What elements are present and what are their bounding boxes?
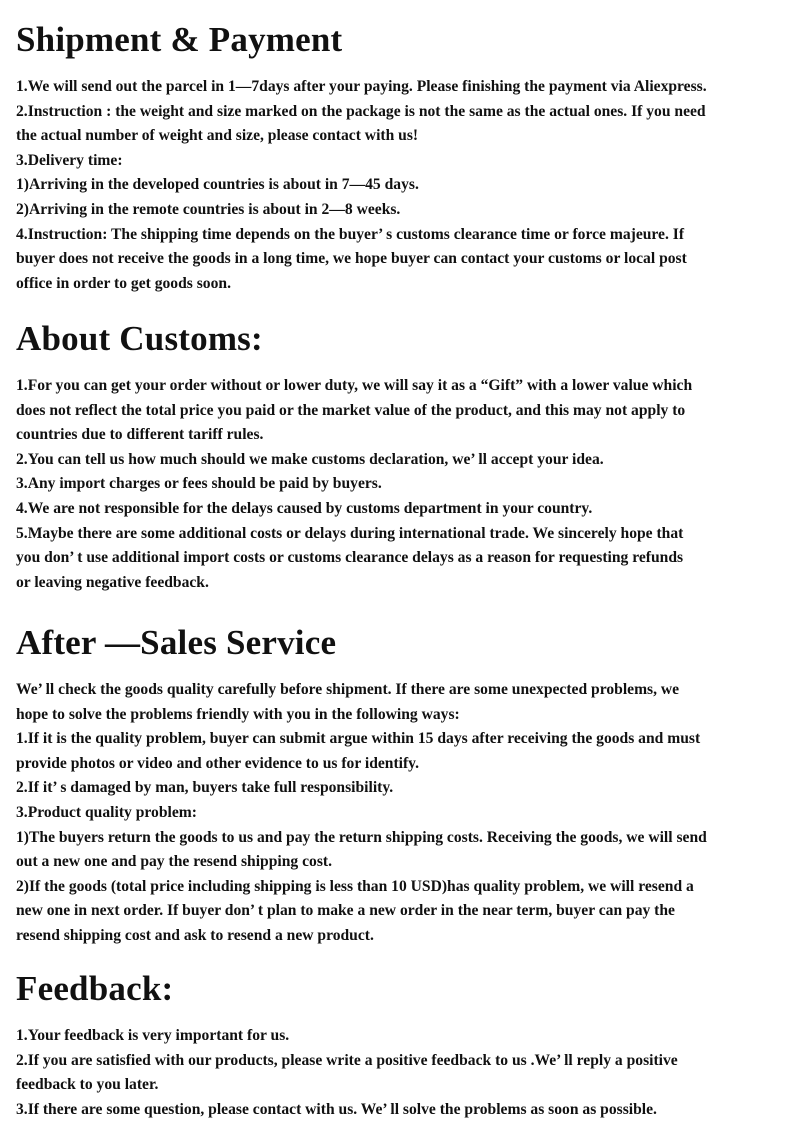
after-sales-line: 2.If it’ s damaged by man, buyers take full responsibility.	[16, 779, 394, 797]
feedback-line: 3.If there are some question, please contact with us. We’ ll solve the problems as soon as possible.	[16, 1100, 657, 1118]
shipment-line: 3.Delivery time:	[16, 151, 123, 169]
after-sales-line: 2)If the goods (total price including shipping is less than 10 USD)has quality problem, we will resend a	[16, 877, 694, 895]
about-customs-section	[16, 319, 692, 595]
feedback-line: feedback to you later.	[16, 1076, 159, 1094]
customs-line: you don’ t use additional import costs or customs clearance delays as a reason for requesting refunds	[16, 549, 684, 567]
customs-line: 3.Any import charges or fees should be paid by buyers.	[16, 475, 382, 493]
customs-line: 1.For you can get your order without or lower duty, we will say it as a “Gift” with a lower value which	[16, 377, 693, 394]
about-customs-heading: About Customs:	[16, 319, 263, 358]
customs-line: countries due to different tariff rules.	[16, 426, 264, 444]
after-sales-section	[16, 623, 707, 949]
shipment-payment-body	[16, 75, 707, 296]
after-sales-line: out a new one and pay the resend shipping cost.	[16, 853, 332, 871]
customs-line: 5.Maybe there are some additional costs or delays during international trade. We sincerely hope that	[16, 524, 684, 542]
feedback-section	[16, 969, 678, 1122]
shipment-payment-heading: Shipment & Payment	[16, 20, 343, 59]
about-customs-body	[16, 374, 692, 595]
after-sales-line: provide photos or video and other evidence to us for identify.	[16, 754, 420, 772]
feedback-line: 1.Your feedback is very important for us.	[16, 1027, 290, 1044]
feedback-heading: Feedback:	[16, 969, 174, 1008]
after-sales-line: hope to solve the problems friendly with you in the following ways:	[16, 705, 460, 723]
shipment-line: 4.Instruction: The shipping time depends on the buyer’ s customs clearance time or force majeure. If	[16, 225, 685, 243]
customs-line: 4.We are not responsible for the delays caused by customs department in your country.	[16, 499, 593, 517]
shipment-payment-section	[16, 20, 707, 296]
after-sales-heading: After —Sales Service	[16, 623, 337, 662]
after-sales-line: 1.If it is the quality problem, buyer can submit argue within 15 days after receiving the goods and must	[16, 730, 701, 748]
shipment-line: office in order to get goods soon.	[16, 274, 231, 292]
feedback-line: 2.If you are satisfied with our products, please write a positive feedback to us .We’ ll reply a positive	[16, 1051, 678, 1069]
after-sales-line: 1)The buyers return the goods to us and pay the return shipping costs. Receiving the goods, we will send	[16, 828, 707, 846]
shipment-line: 2.Instruction : the weight and size marked on the package is not the same as the actual ones. If you need	[16, 102, 706, 120]
customs-line: does not reflect the total price you paid or the market value of the product, and this may not apply to	[16, 401, 686, 419]
feedback-body	[16, 1024, 678, 1122]
shipment-line: 1)Arriving in the developed countries is about in 7—45 days.	[16, 176, 419, 194]
after-sales-line: We’ ll check the goods quality carefully before shipment. If there are some unexpected problems, we	[16, 681, 680, 698]
after-sales-line: new one in next order. If buyer don’ t plan to make a new order in the near term, buyer can pay the	[16, 902, 675, 920]
customs-line: 2.You can tell us how much should we make customs declaration, we’ ll accept your idea.	[16, 450, 604, 468]
shipment-line: 2)Arriving in the remote countries is about in 2—8 weeks.	[16, 200, 401, 218]
after-sales-body	[16, 678, 707, 949]
after-sales-line: resend shipping cost and ask to resend a new product.	[16, 926, 374, 944]
shipment-line: buyer does not receive the goods in a long time, we hope buyer can contact your customs or local post	[16, 250, 687, 268]
customs-line: or leaving negative feedback.	[16, 573, 209, 591]
shipment-line: the actual number of weight and size, please contact with us!	[16, 127, 419, 145]
shipment-line: 1.We will send out the parcel in 1—7days after your paying. Please finishing the payment via Aliexpress.	[16, 78, 707, 95]
after-sales-line: 3.Product quality problem:	[16, 803, 197, 821]
